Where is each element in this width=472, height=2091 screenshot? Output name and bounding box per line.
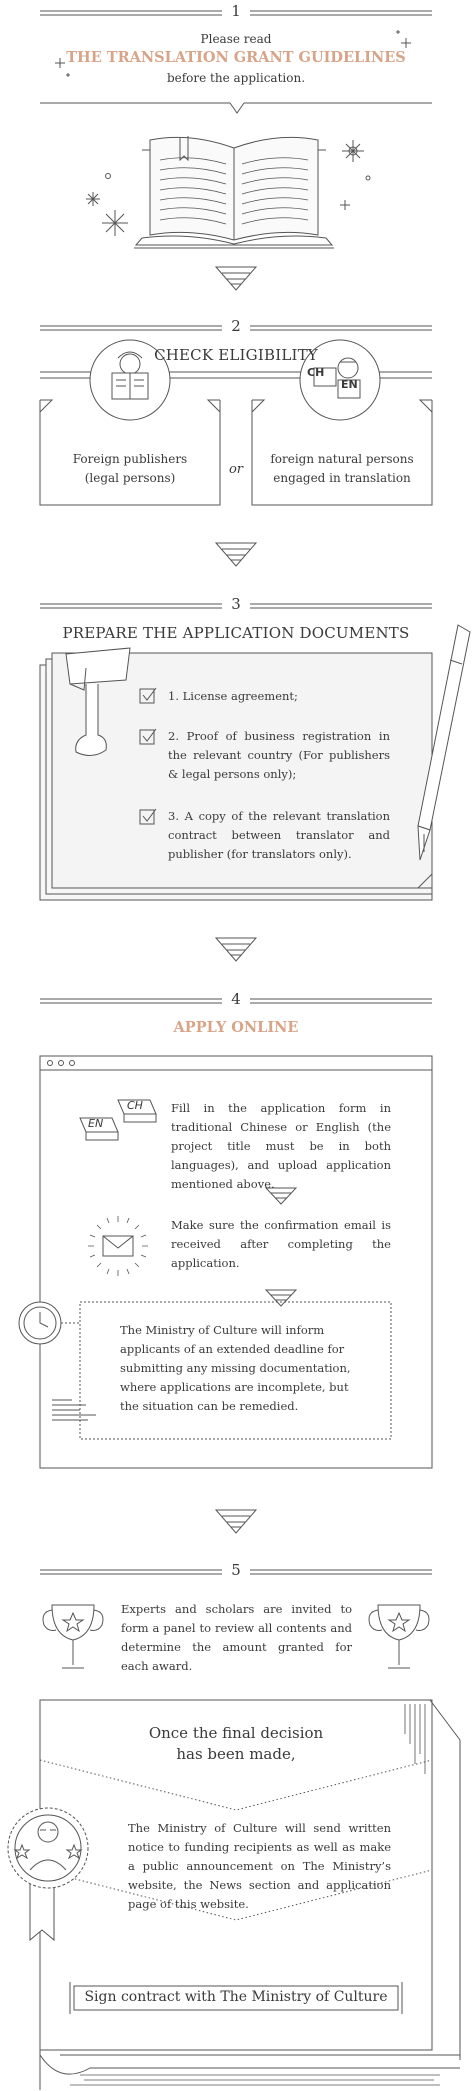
publisher-line1: Foreign publishers <box>72 452 188 466</box>
publisher-label <box>40 450 220 488</box>
key-en: EN <box>88 1117 104 1130</box>
translator-label <box>252 450 432 488</box>
step-number: 1 <box>231 2 241 20</box>
step-title: PREPARE THE APPLICATION DOCUMENTS <box>62 624 410 642</box>
key-ch: CH <box>127 1099 143 1112</box>
chevron-down-icon <box>216 938 256 961</box>
announcement-text: The Ministry of Culture will send written notice to funding recipients as well as make a public announcement on The Ministry’s website, the News section and application page of this website. <box>128 1821 391 1911</box>
step-number: 4 <box>231 990 241 1008</box>
trophy-icon <box>43 1605 103 1668</box>
translator-line1: foreign natural persons <box>270 452 414 466</box>
apply-online-link[interactable]: APPLY ONLINE <box>173 1019 299 1036</box>
email-instructions: Make sure the confirmation email is received after completing the application. <box>171 1218 391 1270</box>
badge-ch: CH <box>307 366 325 379</box>
step1-outro: before the application. <box>166 71 306 85</box>
chevron-down-icon <box>216 543 256 566</box>
callout-box <box>40 103 432 113</box>
open-book-icon <box>134 136 334 248</box>
document-item: 3. A copy of the relevant translation contract between translator and publisher (for translators only). <box>168 809 390 861</box>
step-number: 3 <box>231 595 241 613</box>
badge-en: EN <box>341 378 358 391</box>
decision-heading <box>100 1723 372 1765</box>
step-title: CHECK ELIGIBILITY <box>154 346 318 364</box>
decision-line1: Once the final decision <box>148 1724 324 1742</box>
step1-intro: Please read <box>200 32 272 46</box>
form-instructions: Fill in the application form in traditional Chinese or English (the project title must be in both languages), and upload application mentioned above. <box>171 1101 391 1191</box>
step-number: 5 <box>231 1561 241 1579</box>
document-item: 1. License agreement; <box>168 689 298 703</box>
step-number: 2 <box>231 317 241 335</box>
review-panel-text: Experts and scholars are invited to form a panel to review all contents and determine the amount granted for each award. <box>121 1602 352 1673</box>
trophy-icon <box>369 1605 429 1668</box>
or-label: or <box>228 462 244 477</box>
translator-line2: engaged in translation <box>273 471 411 485</box>
decision-line2: has been made, <box>176 1745 296 1763</box>
chevron-down-icon <box>216 1510 256 1533</box>
guidelines-link[interactable]: THE TRANSLATION GRANT GUIDELINES <box>66 49 406 66</box>
chevron-down-icon <box>216 267 256 290</box>
sign-contract-label: Sign contract with The Ministry of Culture <box>84 1989 388 2005</box>
ministry-notice: The Ministry of Culture will inform applicants of an extended deadline for submitting any missing documentation, where applications are incomplete, but the situation can be remedied. <box>120 1323 351 1413</box>
document-item: 2. Proof of business registration in the relevant country (For publishers & legal persons only); <box>168 729 390 781</box>
publisher-line2: (legal persons) <box>84 471 176 485</box>
